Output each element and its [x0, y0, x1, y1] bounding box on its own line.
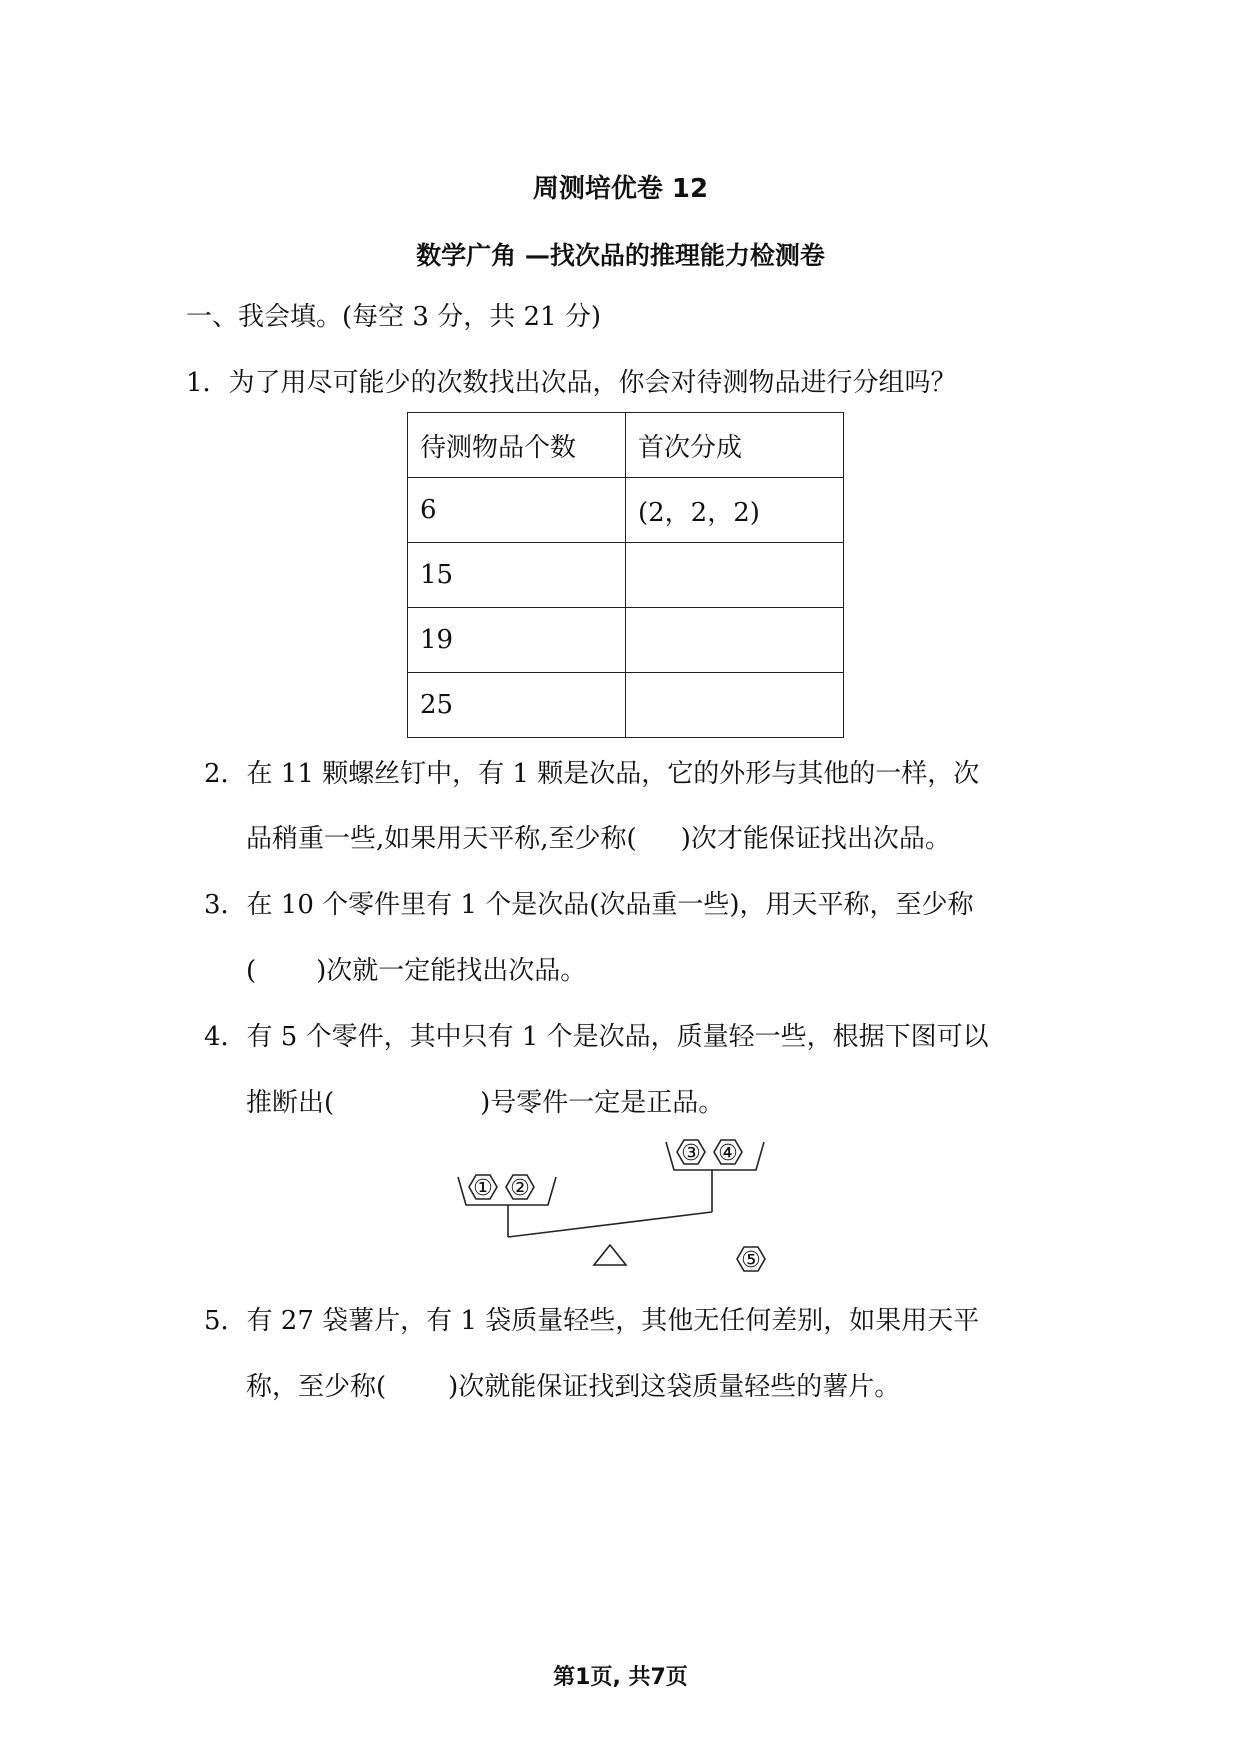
answer-cell[interactable] [626, 673, 844, 738]
page-title: 周测培优卷 12 [532, 174, 709, 204]
table-header-cell: 首次分成 [626, 413, 844, 478]
question-2-text-b: )次才能保证找出次品。 [680, 824, 951, 854]
table-row [408, 608, 844, 673]
question-2-text-a: 品稍重一些,如果用天平称,至少称( [246, 824, 637, 854]
answer-cell[interactable] [626, 543, 844, 608]
fulcrum-triangle [594, 1245, 626, 1265]
table-cell: 19 [408, 608, 626, 673]
part-label: ① [473, 1176, 493, 1201]
question-4-text-a: 推断出( [246, 1088, 335, 1118]
page-subtitle: 数学广角 —找次品的推理能力检测卷 [416, 241, 825, 270]
question-5-text-b: )次就能保证找到这袋质量轻些的薯片。 [448, 1372, 901, 1402]
question-5-text-a: 称，至少称( [246, 1372, 387, 1402]
question-2-line-1: 2．在 11 颗螺丝钉中，有 1 颗是次品，它的外形与其他的一样，次 [204, 759, 980, 789]
part-label: ⑤ [741, 1248, 761, 1273]
question-3-text-a: ( [246, 956, 257, 986]
balance-scale-figure [440, 1125, 800, 1285]
part-label: ② [510, 1176, 530, 1201]
grouping-table [407, 412, 844, 738]
table-header-row [408, 413, 844, 478]
page-number: 第1页, 共7页 [553, 1665, 688, 1690]
balance-beam [508, 1212, 712, 1237]
table-cell: (2，2，2) [626, 478, 844, 543]
section-heading: 一、我会填。(每空 3 分，共 21 分) [186, 302, 601, 332]
table-cell: 15 [408, 543, 626, 608]
part-label: ③ [681, 1141, 701, 1166]
question-3-line-1: 3．在 10 个零件里有 1 个是次品(次品重一些)，用天平称，至少称 [204, 890, 974, 920]
table-cell: 6 [408, 478, 626, 543]
question-2-line-2 [246, 818, 951, 855]
question-4-line-1: 4．有 5 个零件，其中只有 1 个是次品，质量轻一些，根据下图可以 [204, 1022, 989, 1052]
table-row [408, 478, 844, 543]
table-row [408, 543, 844, 608]
question-5-line-1: 5．有 27 袋薯片，有 1 袋质量轻些，其他无任何差别，如果用天平 [204, 1306, 980, 1336]
table-row [408, 673, 844, 738]
table-cell: 25 [408, 673, 626, 738]
question-4-line-2 [246, 1082, 724, 1119]
part-label: ④ [718, 1141, 738, 1166]
question-5-line-2 [246, 1366, 900, 1403]
answer-cell[interactable] [626, 608, 844, 673]
question-1-text: 1．为了用尽可能少的次数找出次品，你会对待测物品进行分组吗？ [186, 368, 957, 398]
question-4-text-b: )号零件一定是正品。 [480, 1088, 725, 1118]
table-header-cell: 待测物品个数 [408, 413, 626, 478]
question-3-line-2 [246, 950, 586, 987]
question-3-text-b: )次就一定能找出次品。 [316, 956, 587, 986]
